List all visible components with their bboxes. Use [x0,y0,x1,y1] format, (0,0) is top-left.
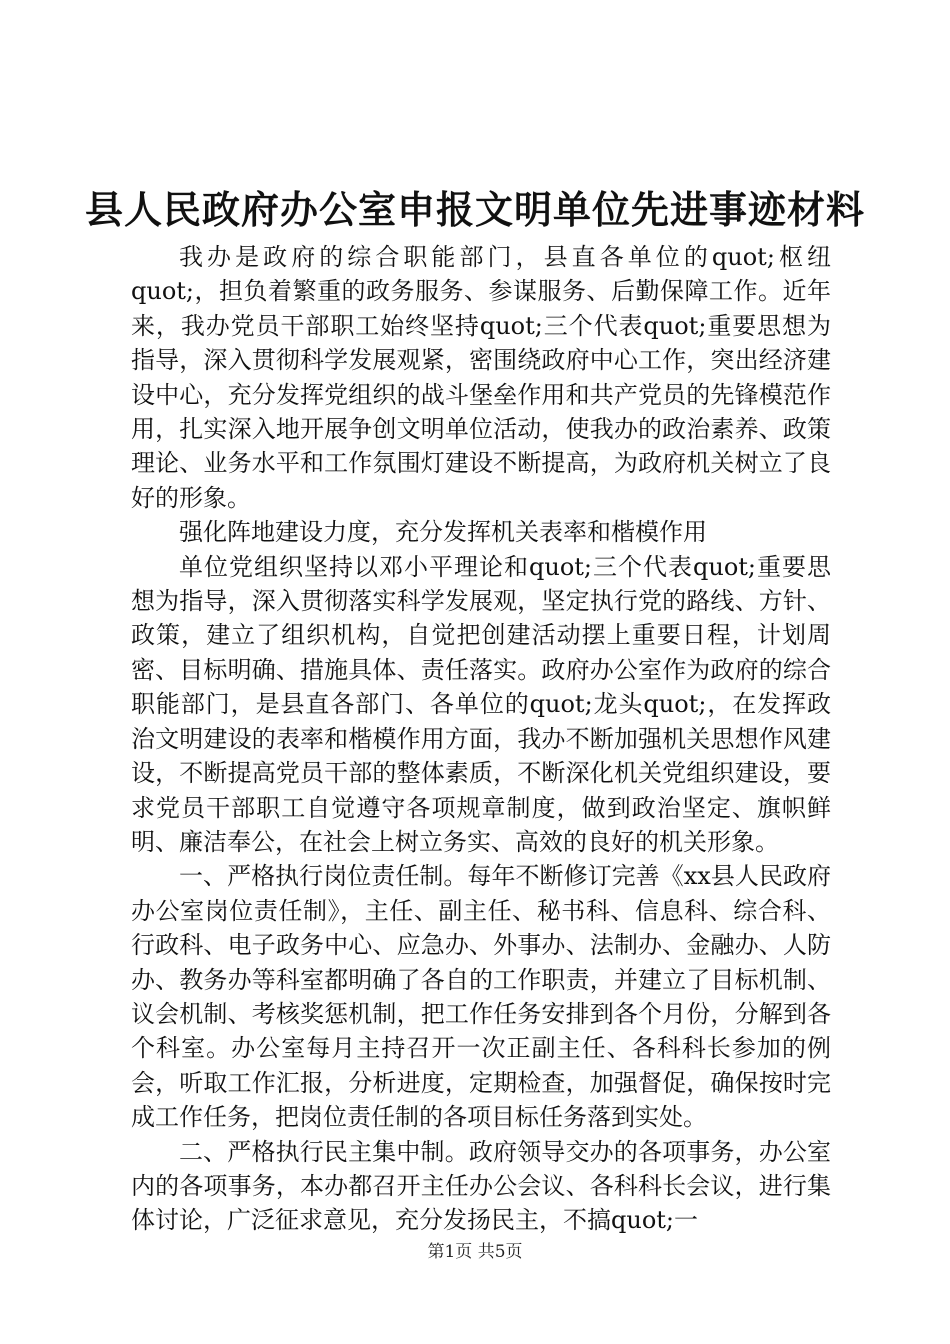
paragraph-democratic-centralism: 二、严格执行民主集中制。政府领导交办的各项事务，办公室内的各项事务，本办都召开主任办公会议、各科科长会议，进行集体讨论，广泛征求意见，充分发扬民主，不搞quot;一 [131,1137,831,1235]
page-number-footer: 第1页 共5页 [427,1242,523,1262]
document-title: 县人民政府办公室申报文明单位先进事迹材料 [84,187,865,232]
document-body [131,240,831,1238]
paragraph-responsibility-system: 一、严格执行岗位责任制。每年不断修订完善《xx县人民政府办公室岗位责任制》，主任、副主任、秘书科、信息科、综合科、行政科、电子政务中心、应急办、外事办、法制办、金融办、人防办、教务办等科室都明确了各自的工作职责，并建立了目标机制、议会机制、考核奖惩机制，把工作任务安排到各个月份，分解到各个科室。办公室每月主持召开一次正副主任、各科科长参加的例会，听取工作汇报，分析进度，定期检查，加强督促，确保按时完成工作任务，把岗位责任制的各项目标任务落到实处。 [131,862,831,1132]
paragraph-intro: 我办是政府的综合职能部门，县直各单位的quot;枢纽quot;，担负着繁重的政务服务、参谋服务、后勤保障工作。近年来，我办党员干部职工始终坚持quot;三个代表quot;重要思想为指导，深入贯彻科学发展观紧，密围绕政府中心工作，突出经济建设中心，充分发挥党组织的战斗堡垒作用和共产党员的先锋模范作用，扎实深入地开展争创文明单位活动，使我办的政治素养、政策理论、业务水平和工作氛围灯建设不断提高，为政府机关树立了良好的形象。 [131,243,831,512]
paragraph-party-organization: 单位党组织坚持以邓小平理论和quot;三个代表quot;重要思想为指导，深入贯彻落实科学发展观，坚定执行党的路线、方针、政策，建立了组织机构，自觉把创建活动摆上重要日程，计划周密、目标明确、措施具体、责任落实。政府办公室作为政府的综合职能部门，是县直各部门、各单位的quot;龙头quot;，在发挥政治文明建设的表率和楷模作用方面，我办不断加强机关思想作风建设，不断提高党员干部的整体素质，不断深化机关党组织建设，要求党员干部职工自觉遵守各项规章制度，做到政治坚定、旗帜鲜明、廉洁奉公，在社会上树立务实、高效的良好的机关形象。 [131,552,831,856]
paragraph-heading: 强化阵地建设力度，充分发挥机关表率和楷模作用 [179,518,707,547]
